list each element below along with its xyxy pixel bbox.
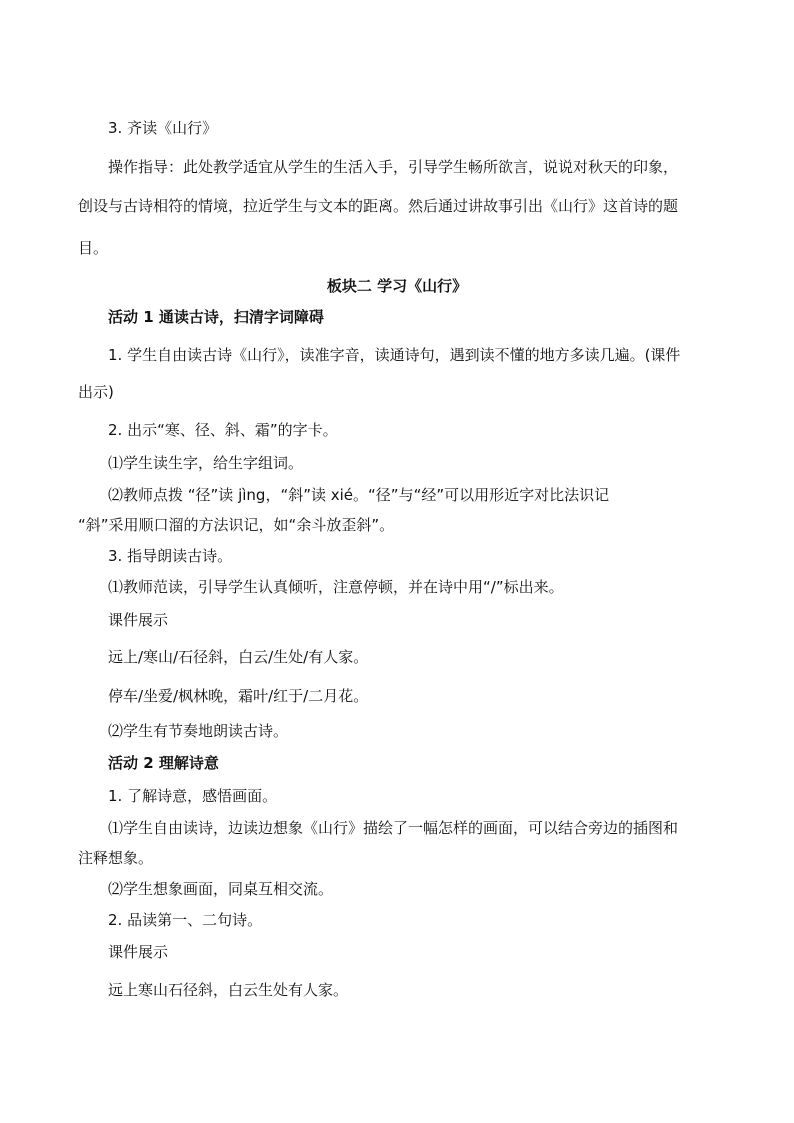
- poem-line-1-marked: 远上/寒山/石径斜，白云/生处/有人家。: [108, 648, 369, 666]
- activity-1-item-2-sub-1: ⑴学生读生字，给生字组词。: [108, 454, 304, 472]
- activity-1-item-1-cont: 出示): [78, 383, 114, 401]
- activity-1-item-3-sub-1: ⑴教师范读，引导学生认真倾听，注意停顿，并在诗中用“/”标出来。: [108, 578, 564, 596]
- activity-2-item-1-sub-1: ⑴学生自由读诗，边读边想象《山行》描绘了一幅怎样的画面，可以结合旁边的插图和: [108, 819, 679, 837]
- step-3-read-together: 3. 齐读《山行》: [108, 119, 218, 137]
- activity-2-heading: 活动 2 理解诗意: [108, 754, 219, 772]
- courseware-label: 课件展示: [108, 611, 169, 629]
- poem-line-1: 远上寒山石径斜，白云生处有人家。: [108, 981, 349, 999]
- activity-1-item-2: 2. 出示“寒、径、斜、霜”的字卡。: [108, 421, 338, 439]
- activity-1-item-2-sub-2: ⑵教师点拨 “径”读 jìng，“斜”读 xié。“径”与“经”可以用形近字对比法识记: [108, 486, 610, 504]
- operation-guide-line-3: 目。: [78, 239, 109, 257]
- activity-2-item-1-sub-1-cont: 注释想象。: [78, 849, 154, 867]
- activity-1-item-3-sub-2: ⑵学生有节奏地朗读古诗。: [108, 722, 289, 740]
- activity-2-item-1: 1. 了解诗意，感悟画面。: [108, 787, 278, 805]
- courseware-label-2: 课件展示: [108, 943, 169, 961]
- operation-guide-line-2: 创设与古诗相符的情境，拉近学生与文本的距离。然后通过讲故事引出《山行》这首诗的题: [78, 197, 679, 215]
- section-heading: 板块二 学习《山行》: [326, 277, 468, 295]
- poem-line-2-marked: 停车/坐爱/枫林晚，霜叶/红于/二月花。: [108, 687, 369, 705]
- activity-2-item-1-sub-2: ⑵学生想象画面，同桌互相交流。: [108, 880, 334, 898]
- activity-1-item-2-sub-2-cont: “斜”采用顺口溜的方法识记，如“余斗放歪斜”。: [78, 516, 395, 534]
- activity-2-item-2: 2. 品读第一、二句诗。: [108, 911, 263, 929]
- activity-1-heading: 活动 1 通读古诗，扫清字词障碍: [108, 308, 324, 326]
- activity-1-item-3: 3. 指导朗读古诗。: [108, 547, 233, 565]
- operation-guide-line-1: 操作指导：此处教学适宜从学生的生活入手，引导学生畅所欲言，说说对秋天的印象，: [108, 158, 679, 176]
- activity-1-item-1: 1. 学生自由读古诗《山行》，读准字音，读通诗句，遇到读不懂的地方多读几遍。(课件: [108, 346, 681, 364]
